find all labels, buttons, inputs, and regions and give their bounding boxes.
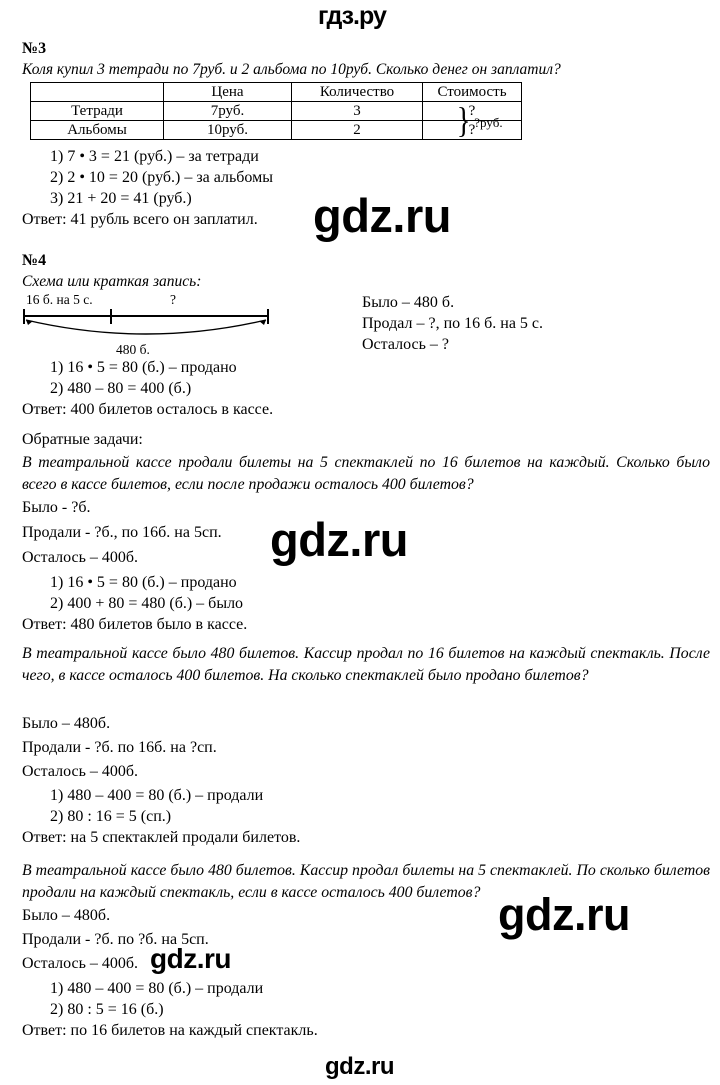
task-4-answer: Ответ: 400 билетов осталось в кассе. bbox=[22, 401, 274, 418]
inverse-1-answer: Ответ: 480 билетов было в кассе. bbox=[22, 616, 248, 633]
inverse-problem-1-statement: В театральной кассе продали билеты на 5 спектаклей по 16 билетов на каждый. Сколько было всего в кассе билетов, если после продажи осталось 400 билетов? bbox=[22, 454, 710, 493]
watermark-top: гдз.ру bbox=[318, 2, 386, 30]
schema-right-label: ? bbox=[170, 292, 176, 307]
task-3-step-3: 3) 21 + 20 = 41 (руб.) bbox=[50, 190, 192, 207]
inverse-heading: Обратные задачи: bbox=[22, 431, 143, 448]
inverse-3-answer: Ответ: по 16 билетов на каждый спектакль. bbox=[22, 1022, 318, 1039]
table-header-cell-0 bbox=[31, 83, 164, 102]
table-header-cell-2: Количество bbox=[292, 83, 423, 102]
table-cell-row0-col3: ? bbox=[423, 102, 522, 121]
inverse-3-brief-line-1: Было – 480б. bbox=[22, 907, 111, 924]
inverse-1-brief-line-2: Продали - ?б., по 16б. на 5сп. bbox=[22, 524, 222, 541]
inverse-2-answer: Ответ: на 5 спектаклей продали билетов. bbox=[22, 829, 301, 846]
task-4-schema-caption: Схема или краткая запись: bbox=[22, 273, 202, 290]
table-header-row bbox=[31, 83, 522, 102]
watermark-3: gdz.ru bbox=[498, 889, 630, 940]
task-3-step-1: 1) 7 • 3 = 21 (руб.) – за тетради bbox=[50, 148, 259, 165]
task-4-brief-line-3: Осталось – ? bbox=[362, 336, 449, 353]
inverse-problem-2-statement: В театральной кассе было 480 билетов. Кассир продал по 16 билетов на каждый спектакль. После чего, в кассе осталось 400 билетов. На сколько спектаклей было продано билетов? bbox=[22, 645, 710, 684]
curly-brace-icon: } bbox=[456, 100, 471, 140]
task-3-table bbox=[30, 82, 522, 140]
watermark-4: gdz.ru bbox=[150, 943, 231, 974]
brace-label: ?руб. bbox=[474, 115, 503, 130]
inverse-2-step-1: 1) 480 – 400 = 80 (б.) – продали bbox=[50, 787, 264, 804]
table-row bbox=[31, 102, 522, 121]
table-row bbox=[31, 121, 522, 140]
inverse-2-step-2: 2) 80 : 16 = 5 (сп.) bbox=[50, 808, 172, 825]
inverse-2-brief-line-3: Осталось – 400б. bbox=[22, 763, 139, 780]
schema-svg bbox=[18, 308, 288, 356]
watermark-bottom: gdz.ru bbox=[325, 1053, 394, 1080]
task-3-step-2: 2) 2 • 10 = 20 (руб.) – за альбомы bbox=[50, 169, 273, 186]
inverse-1-brief-line-3: Осталось – 400б. bbox=[22, 549, 139, 566]
task-4-brief-line-2: Продал – ?, по 16 б. на 5 с. bbox=[362, 315, 544, 332]
schema-left-label: 16 б. на 5 с. bbox=[26, 292, 93, 307]
table-brace-group bbox=[455, 99, 503, 141]
task-4-step-1: 1) 16 • 5 = 80 (б.) – продано bbox=[50, 359, 237, 376]
task-4-number: №4 bbox=[22, 252, 47, 269]
inverse-2-brief-line-1: Было – 480б. bbox=[22, 715, 111, 732]
task-4-step-2: 2) 480 – 80 = 400 (б.) bbox=[50, 380, 192, 397]
inverse-1-step-1: 1) 16 • 5 = 80 (б.) – продано bbox=[50, 574, 237, 591]
inverse-3-brief-line-2: Продали - ?б. по ?б. на 5сп. bbox=[22, 931, 209, 948]
inverse-2-brief-line-2: Продали - ?б. по 16б. на ?сп. bbox=[22, 739, 217, 756]
table-cell-row1-col1: 10руб. bbox=[164, 121, 292, 140]
inverse-3-brief-line-3: Осталось – 400б. bbox=[22, 955, 139, 972]
table-header-cell-3: Стоимость bbox=[423, 83, 522, 102]
table-cell-row0-col2: 3 bbox=[292, 102, 423, 121]
task-4-schema-diagram bbox=[18, 292, 288, 357]
table-cell-row1-col2: 2 bbox=[292, 121, 423, 140]
task-3-statement: Коля купил 3 тетради по 7руб. и 2 альбома по 10руб. Сколько денег он заплатил? bbox=[22, 61, 561, 78]
inverse-1-step-2: 2) 400 + 80 = 480 (б.) – было bbox=[50, 595, 244, 612]
inverse-problem-3-statement: В театральной кассе было 480 билетов. Кассир продал билеты на 5 спектаклей. По сколько билетов продали на каждый спектакль, если в кассе осталось 400 билетов? bbox=[22, 862, 710, 901]
table-cell-row1-col3: ? bbox=[423, 121, 522, 140]
inverse-1-brief-line-1: Было - ?б. bbox=[22, 499, 91, 516]
schema-total-label: 480 б. bbox=[116, 342, 150, 357]
table-cell-row0-col1: 7руб. bbox=[164, 102, 292, 121]
task-3-number: №3 bbox=[22, 40, 47, 57]
task-3-answer: Ответ: 41 рубль всего он заплатил. bbox=[22, 211, 258, 228]
task-4-brief-line-1: Было – 480 б. bbox=[362, 294, 455, 311]
inverse-3-step-1: 1) 480 – 400 = 80 (б.) – продали bbox=[50, 980, 264, 997]
watermark-2: gdz.ru bbox=[270, 513, 408, 566]
table-cell-row0-col0: Тетради bbox=[31, 102, 164, 121]
watermark-1: gdz.ru bbox=[313, 189, 451, 242]
table-cell-row1-col0: Альбомы bbox=[31, 121, 164, 140]
table-header-cell-1: Цена bbox=[164, 83, 292, 102]
inverse-3-step-2: 2) 80 : 5 = 16 (б.) bbox=[50, 1001, 164, 1018]
